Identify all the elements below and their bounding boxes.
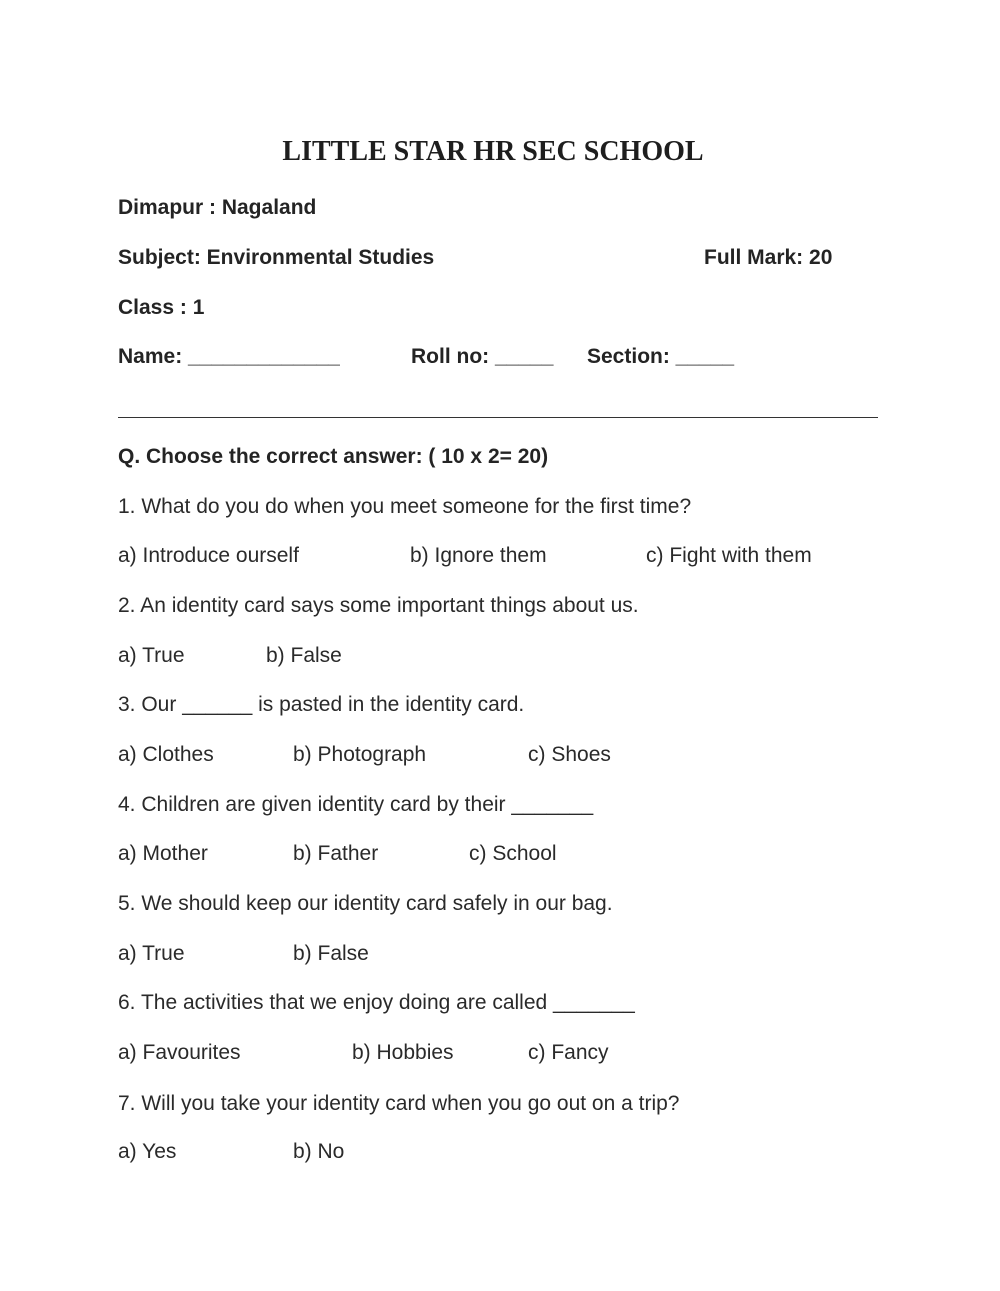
q3-option-b: b) Photograph [293,743,427,766]
full-mark: Full Mark: 20 [704,246,833,269]
q7-option-b: b) No [293,1140,345,1163]
subject: Subject: Environmental Studies [118,246,435,269]
q4-option-b: b) Father [293,842,379,865]
q1-option-c: c) Fight with them [646,544,812,567]
q4-option-c: c) School [469,842,557,865]
q7-option-a: a) Yes [118,1140,177,1163]
divider-line [118,417,878,418]
section-field: Section: _____ [587,345,735,368]
q2-option-b: b) False [266,644,342,667]
class-label: Class : 1 [118,296,205,319]
q3-option-c: c) Shoes [528,743,611,766]
question-6: 6. The activities that we enjoy doing are called _______ [118,991,635,1014]
location: Dimapur : Nagaland [118,196,317,219]
roll-number-field: Roll no: _____ [411,345,554,368]
school-name: LITTLE STAR HR SEC SCHOOL [282,136,704,167]
q5-option-a: a) True [118,942,185,965]
instructions: Q. Choose the correct answer: ( 10 x 2= 20) [118,445,549,468]
name-field: Name: _____________ [118,345,340,368]
question-2: 2. An identity card says some important things about us. [118,594,639,617]
q5-option-b: b) False [293,942,369,965]
question-5: 5. We should keep our identity card safely in our bag. [118,892,613,915]
question-1: 1. What do you do when you meet someone for the first time? [118,495,692,518]
question-3: 3. Our ______ is pasted in the identity card. [118,693,525,716]
question-4: 4. Children are given identity card by their _______ [118,793,594,816]
q6-option-a: a) Favourites [118,1041,241,1064]
q1-option-b: b) Ignore them [410,544,547,567]
q2-option-a: a) True [118,644,185,667]
q4-option-a: a) Mother [118,842,208,865]
q3-option-a: a) Clothes [118,743,214,766]
q6-option-c: c) Fancy [528,1041,609,1064]
question-7: 7. Will you take your identity card when you go out on a trip? [118,1092,680,1115]
q6-option-b: b) Hobbies [352,1041,454,1064]
q1-option-a: a) Introduce ourself [118,544,299,567]
